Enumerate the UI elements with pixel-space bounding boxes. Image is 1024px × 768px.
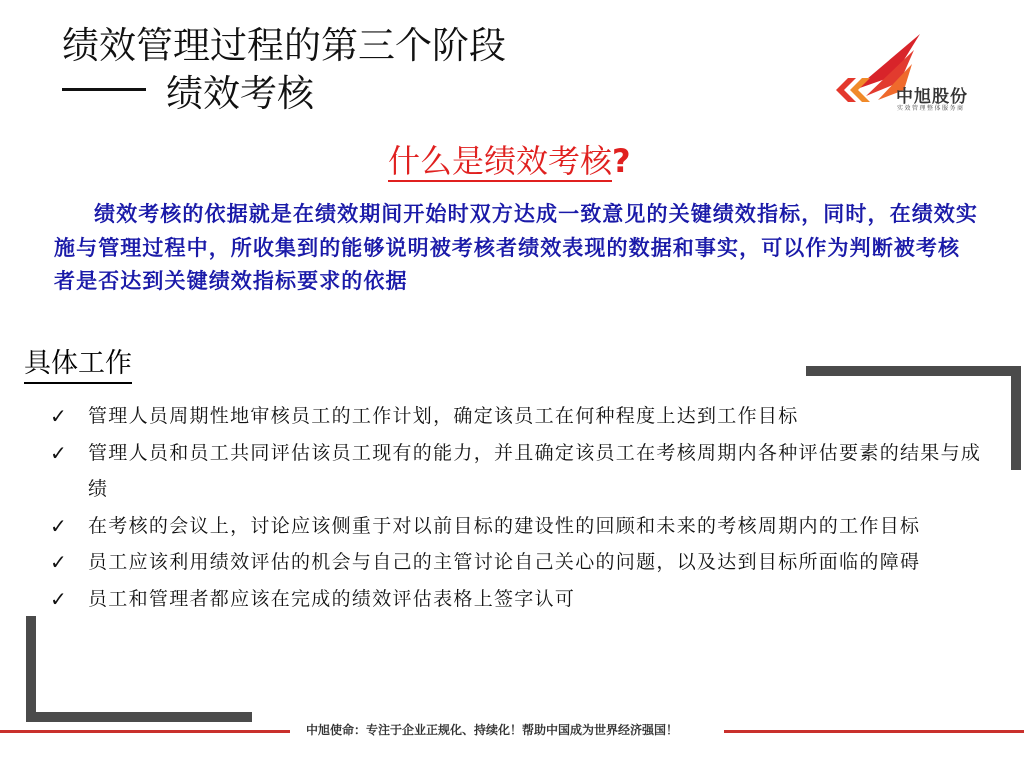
definition-paragraph: 绩效考核的依据就是在绩效期间开始时双方达成一致意见的关键绩效指标，同时，在绩效实施与管理过程中，所收集到的能够说明被考核者绩效表现的数据和事实，可以作为判断被考核者是否达到关键绩效指标要求的依据 — [54, 201, 978, 293]
check-icon: ✓ — [50, 513, 69, 538]
slide-title-line2-wrap — [62, 70, 506, 118]
logo-subtitle: 实效管理整体服务商 — [897, 105, 965, 112]
slide-title — [62, 22, 506, 118]
list-item — [50, 508, 985, 545]
list-item-text: 管理人员和员工共同评估该员工现有的能力，并且确定该员工在考核周期内各种评估要素的结果与成绩 — [88, 441, 982, 500]
check-icon: ✓ — [50, 404, 69, 428]
footer-rule-right — [724, 730, 1024, 733]
question-heading — [388, 136, 631, 182]
section-heading: 具体工作 — [24, 347, 132, 384]
list-item — [50, 581, 985, 618]
footer-mission: 中旭使命：专注于企业正规化、持续化！帮助中国成为世界经济强国！ — [306, 723, 679, 737]
decorative-bracket-bottom-left — [26, 616, 252, 722]
list-item-text: 员工和管理者都应该在完成的绩效评估表格上签字认可 — [88, 587, 576, 610]
bracket-bar — [26, 712, 252, 722]
bracket-bar — [26, 616, 36, 722]
bracket-bar — [806, 366, 1021, 376]
list-item-text: 在考核的会议上，讨论应该侧重于对以前目标的建设性的回顾和未来的考核周期内的工作目标 — [88, 514, 921, 537]
bracket-bar — [1011, 366, 1021, 470]
list-item — [50, 435, 985, 508]
list-item-text: 管理人员周期性地审核员工的工作计划，确定该员工在何种程度上达到工作目标 — [88, 405, 799, 427]
check-icon: ✓ — [50, 550, 69, 574]
check-icon: ✓ — [50, 440, 69, 465]
work-item-list — [50, 398, 985, 617]
footer-rule-left — [0, 730, 290, 733]
question-mark: ? — [612, 142, 631, 180]
list-item — [50, 544, 985, 581]
list-item — [50, 398, 985, 435]
check-icon: ✓ — [50, 586, 69, 611]
slide-title-line1: 绩效管理过程的第三个阶段 — [62, 24, 506, 67]
question-text: 什么是绩效考核 — [388, 142, 613, 180]
logo-name: 中旭股份 — [896, 87, 968, 107]
list-item-text: 员工应该利用绩效评估的机会与自己的主管讨论自己关心的问题，以及达到目标所面临的障碍 — [88, 551, 921, 573]
slide-title-line2: 绩效考核 — [166, 72, 314, 115]
title-dash — [62, 88, 146, 91]
